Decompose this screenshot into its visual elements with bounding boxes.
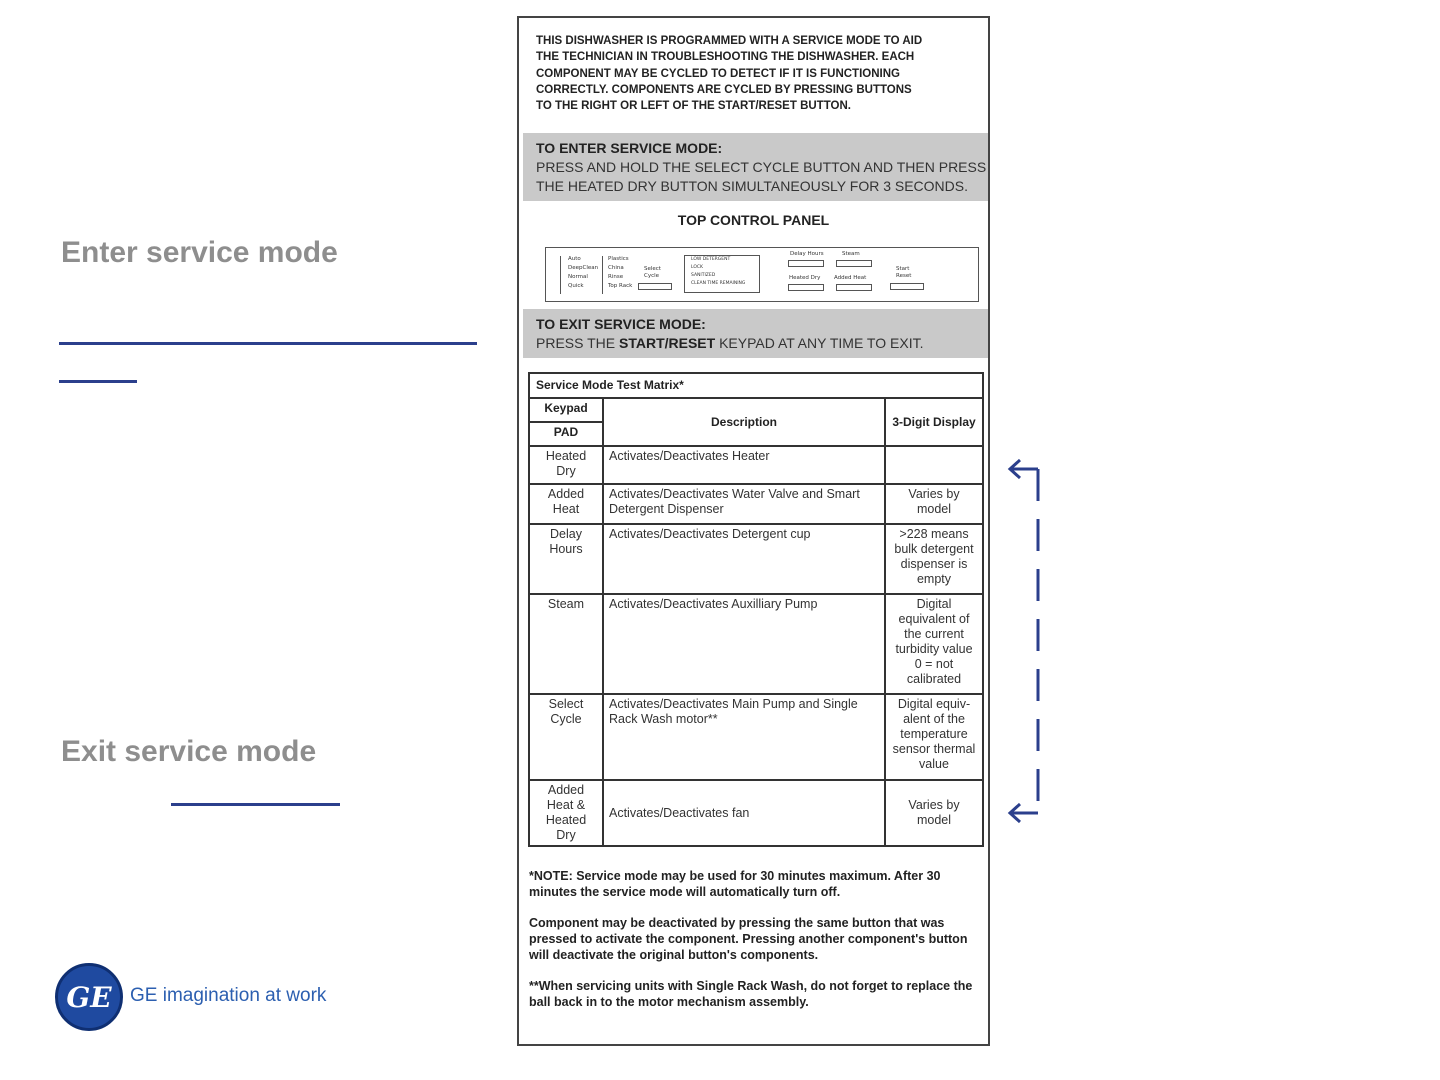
control-panel-title: TOP CONTROL PANEL — [677, 212, 830, 228]
note-deactivate: Component may be deactivated by pressing the same button that was pressed to activate the component. Pressing another component's button will deactivate the original button's components. — [529, 916, 968, 962]
intro-line: COMPONENT MAY BE CYCLED TO DETECT IF IT IS FUNCTIONING — [536, 67, 900, 80]
exit-service-mode-box — [523, 309, 988, 358]
note-time-limit: *NOTE: Service mode may be used for 30 minutes maximum. After 30 minutes the service mode will automatically turn off. — [529, 869, 941, 899]
intro-line: THIS DISHWASHER IS PROGRAMMED WITH A SERVICE MODE TO AID — [536, 35, 923, 47]
note-single-rack: **When servicing units with Single Rack Wash, do not forget to replace the ball back in to the motor mechanism assembly. — [529, 979, 973, 1009]
enter-instruction: PRESS AND HOLD THE SELECT CYCLE BUTTON AND THEN PRESS — [536, 159, 987, 175]
table-row — [529, 694, 983, 780]
test-matrix-table — [528, 372, 984, 847]
matrix-title: Service Mode Test Matrix* — [529, 373, 983, 398]
row-display — [885, 446, 983, 484]
row-desc: Activates/Deactivates Heater — [603, 446, 885, 484]
enter-instruction: THE HEATED DRY BUTTON SIMULTANEOUSLY FOR 3 SECONDS. — [536, 178, 969, 194]
enter-title: TO ENTER SERVICE MODE: — [536, 140, 723, 156]
service-mode-panel — [517, 16, 990, 1046]
cp-col1: Auto DeepClean Normal Quick — [568, 256, 599, 289]
cp-delay: Delay Hours — [790, 251, 824, 257]
row-pad: Added Heat — [529, 484, 603, 524]
ge-monogram: GE — [66, 980, 112, 1014]
enter-service-mode-heading: Enter service mode — [61, 236, 338, 269]
row-display: >228 means bulk detergent dispenser is empty — [885, 524, 983, 594]
row-pad: Select Cycle — [529, 694, 603, 780]
enter-service-mode-box — [523, 133, 988, 201]
table-row — [529, 484, 983, 524]
row-display: Varies by model — [885, 780, 983, 846]
cp-heated-dry: Heated Dry — [789, 275, 821, 281]
cp-start-reset: Start Reset — [896, 266, 912, 279]
intro-text — [536, 33, 981, 114]
header-keypad: Keypad — [529, 398, 603, 422]
row-desc: Activates/Deactivates fan — [603, 780, 885, 846]
cycle-bracket-arrows — [1000, 455, 1060, 825]
exit-instruction: PRESS THE START/RESET KEYPAD AT ANY TIME TO EXIT. — [536, 335, 924, 351]
header-display: 3-Digit Display — [885, 398, 983, 446]
row-pad: Added Heat & Heated Dry — [529, 780, 603, 846]
row-desc: Activates/Deactivates Main Pump and Single Rack Wash motor** — [603, 694, 885, 780]
cp-steam: Steam — [842, 251, 860, 257]
row-desc: Activates/Deactivates Detergent cup — [603, 524, 885, 594]
exit-service-mode-heading: Exit service mode — [61, 735, 317, 768]
enter-rule-long — [59, 342, 477, 345]
cp-col2: Plastics China Rinse Top Rack — [608, 256, 633, 289]
table-row — [529, 524, 983, 594]
intro-line: TO THE RIGHT OR LEFT OF THE START/RESET BUTTON. — [536, 100, 851, 113]
table-row — [529, 594, 983, 694]
intro-line: CORRECTLY. COMPONENTS ARE CYCLED BY PRESSING BUTTONS — [536, 83, 912, 96]
row-pad: Heated Dry — [529, 446, 603, 484]
exit-title: TO EXIT SERVICE MODE: — [536, 316, 706, 332]
header-pad: PAD — [529, 422, 603, 446]
row-display: Digital equiv-alent of the temperature sensor thermal value — [885, 694, 983, 780]
cp-status: LOW DETERGENT LOCK SANITIZED CLEAN TIME REMAINING — [691, 257, 746, 286]
row-desc: Activates/Deactivates Water Valve and Smart Detergent Dispenser — [603, 484, 885, 524]
row-desc: Activates/Deactivates Auxilliary Pump — [603, 594, 885, 694]
enter-rule-short — [59, 380, 137, 383]
row-display: Varies by model — [885, 484, 983, 524]
row-pad: Delay Hours — [529, 524, 603, 594]
cp-select: Select Cycle — [644, 266, 661, 279]
intro-line: THE TECHNICIAN IN TROUBLESHOOTING THE DISHWASHER. EACH — [536, 51, 915, 64]
table-row — [529, 446, 983, 484]
ge-logo — [55, 963, 123, 1031]
header-description: Description — [603, 398, 885, 446]
row-pad: Steam — [529, 594, 603, 694]
row-display: Digital equivalent of the current turbidity value 0 = not calibrated — [885, 594, 983, 694]
exit-rule — [171, 803, 340, 806]
notes — [529, 868, 984, 1025]
table-row — [529, 780, 983, 846]
ge-tagline: GE imagination at work — [130, 985, 327, 1006]
cp-added-heat: Added Heat — [834, 275, 867, 281]
control-panel-diagram — [545, 247, 979, 302]
